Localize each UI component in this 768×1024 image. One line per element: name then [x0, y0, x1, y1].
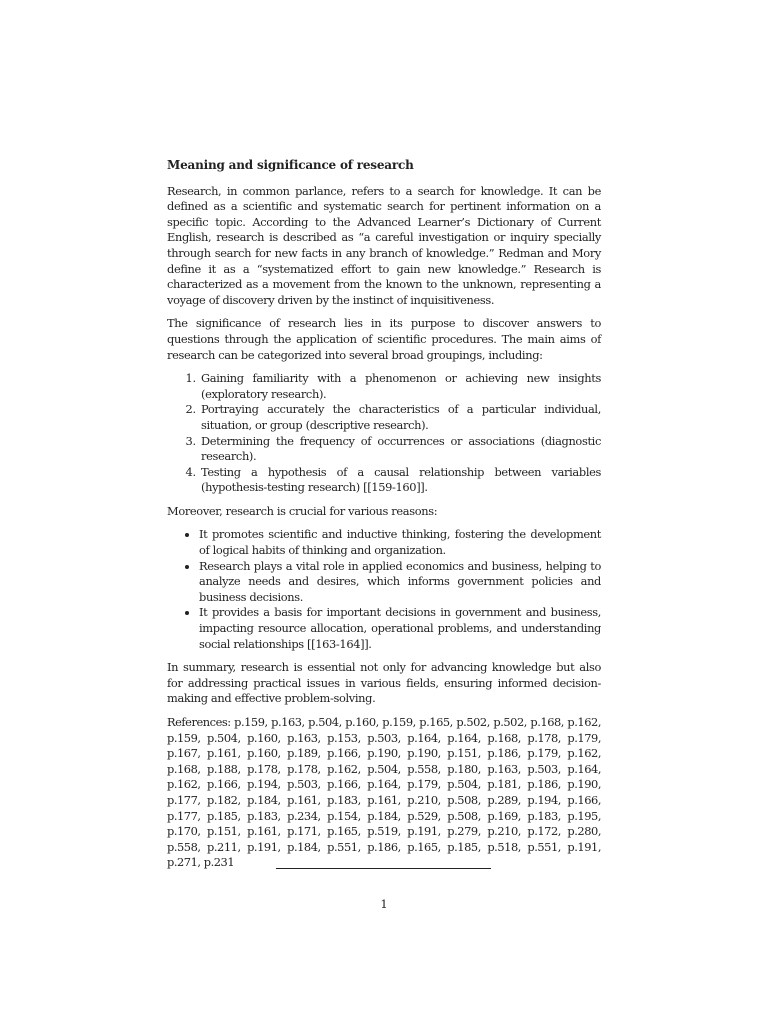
reasons-list-item: • Research plays a vital role in applied economics and business, helping to analyze needs and desires, which informs government policies and business decisions.	[199, 559, 601, 606]
paragraph-significance: The significance of research lies in its purpose to discover answers to questions through the application of scientific procedures. The main aims of research can be categorized into several broad groupings, including:	[167, 316, 601, 362]
page-number: 1	[380, 897, 388, 911]
references-list: References: p.159, p.163, p.504, p.160, p.159, p.165, p.502, p.502, p.168, p.162, p.159, p.504, p.160, p.163, p.153, p.503, p.164, p.164, p.168, p.178, p.179, p.167, p.161, p.160, p.189, p.166, p.190, p.190, p.151, p.186, p.179, p.162, p.168, p.188, p.178, p.178, p.162, p.504, p.558, p.180, p.163, p.503, p.164, p.162, p.166, p.194, p.503, p.166, p.164, p.179, p.504, p.181, p.186, p.190, p.177, p.182, p.184, p.161, p.183, p.161, p.210, p.508, p.289, p.194, p.166, p.177, p.185, p.183, p.234, p.154, p.184, p.529, p.508, p.169, p.183, p.195, p.170, p.151, p.161, p.171, p.165, p.519, p.191, p.279, p.210, p.172, p.280, p.558, p.211, p.191, p.184, p.551, p.186, p.165, p.185, p.518, p.551, p.191, p.271, p.231	[167, 715, 601, 870]
footer-rule	[276, 868, 491, 869]
aims-list	[167, 371, 601, 496]
paragraph-reasons-intro: Moreover, research is crucial for various reasons:	[167, 503, 438, 518]
paragraph-summary: In summary, research is essential not only for advancing knowledge but also for addressing practical issues in various fields, ensuring informed decision-making and effective problem-solving.	[167, 660, 601, 706]
reasons-list-item: • It promotes scientific and inductive thinking, fostering the development of logical habits of thinking and organization.	[199, 527, 601, 558]
aims-list-item: 1. Gaining familiarity with a phenomenon or achieving new insights (exploratory research).	[199, 371, 601, 402]
section-title: Meaning and significance of research	[167, 158, 414, 172]
paragraph-definition: Research, in common parlance, refers to a search for knowledge. It can be defined as a scientific and systematic search for pertinent information on a specific topic. According to the Advanced Learner’s Dictionary of Current English, research is described as “a careful investigation or inquiry specially through search for new facts in any branch of knowledge.” Redman and Mory define it as a “systematized effort to gain new knowledge.” Research is characterized as a movement from the known to the unknown, representing a voyage of discovery driven by the instinct of inquisitiveness.	[167, 183, 601, 307]
aims-list-item: 4. Testing a hypothesis of a causal relationship between variables (hypothesis-testing research) [[159-160]].	[199, 465, 601, 496]
aims-list-item: 2. Portraying accurately the characteristics of a particular individual, situation, or group (descriptive research).	[199, 402, 601, 433]
document-body	[167, 158, 601, 879]
reasons-list-item: • It provides a basis for important decisions in government and business, impacting resource allocation, operational problems, and understanding social relationships [[163-164]].	[199, 605, 601, 652]
aims-list-item: 3. Determining the frequency of occurrences or associations (diagnostic research).	[199, 434, 601, 465]
reasons-list	[167, 527, 601, 652]
